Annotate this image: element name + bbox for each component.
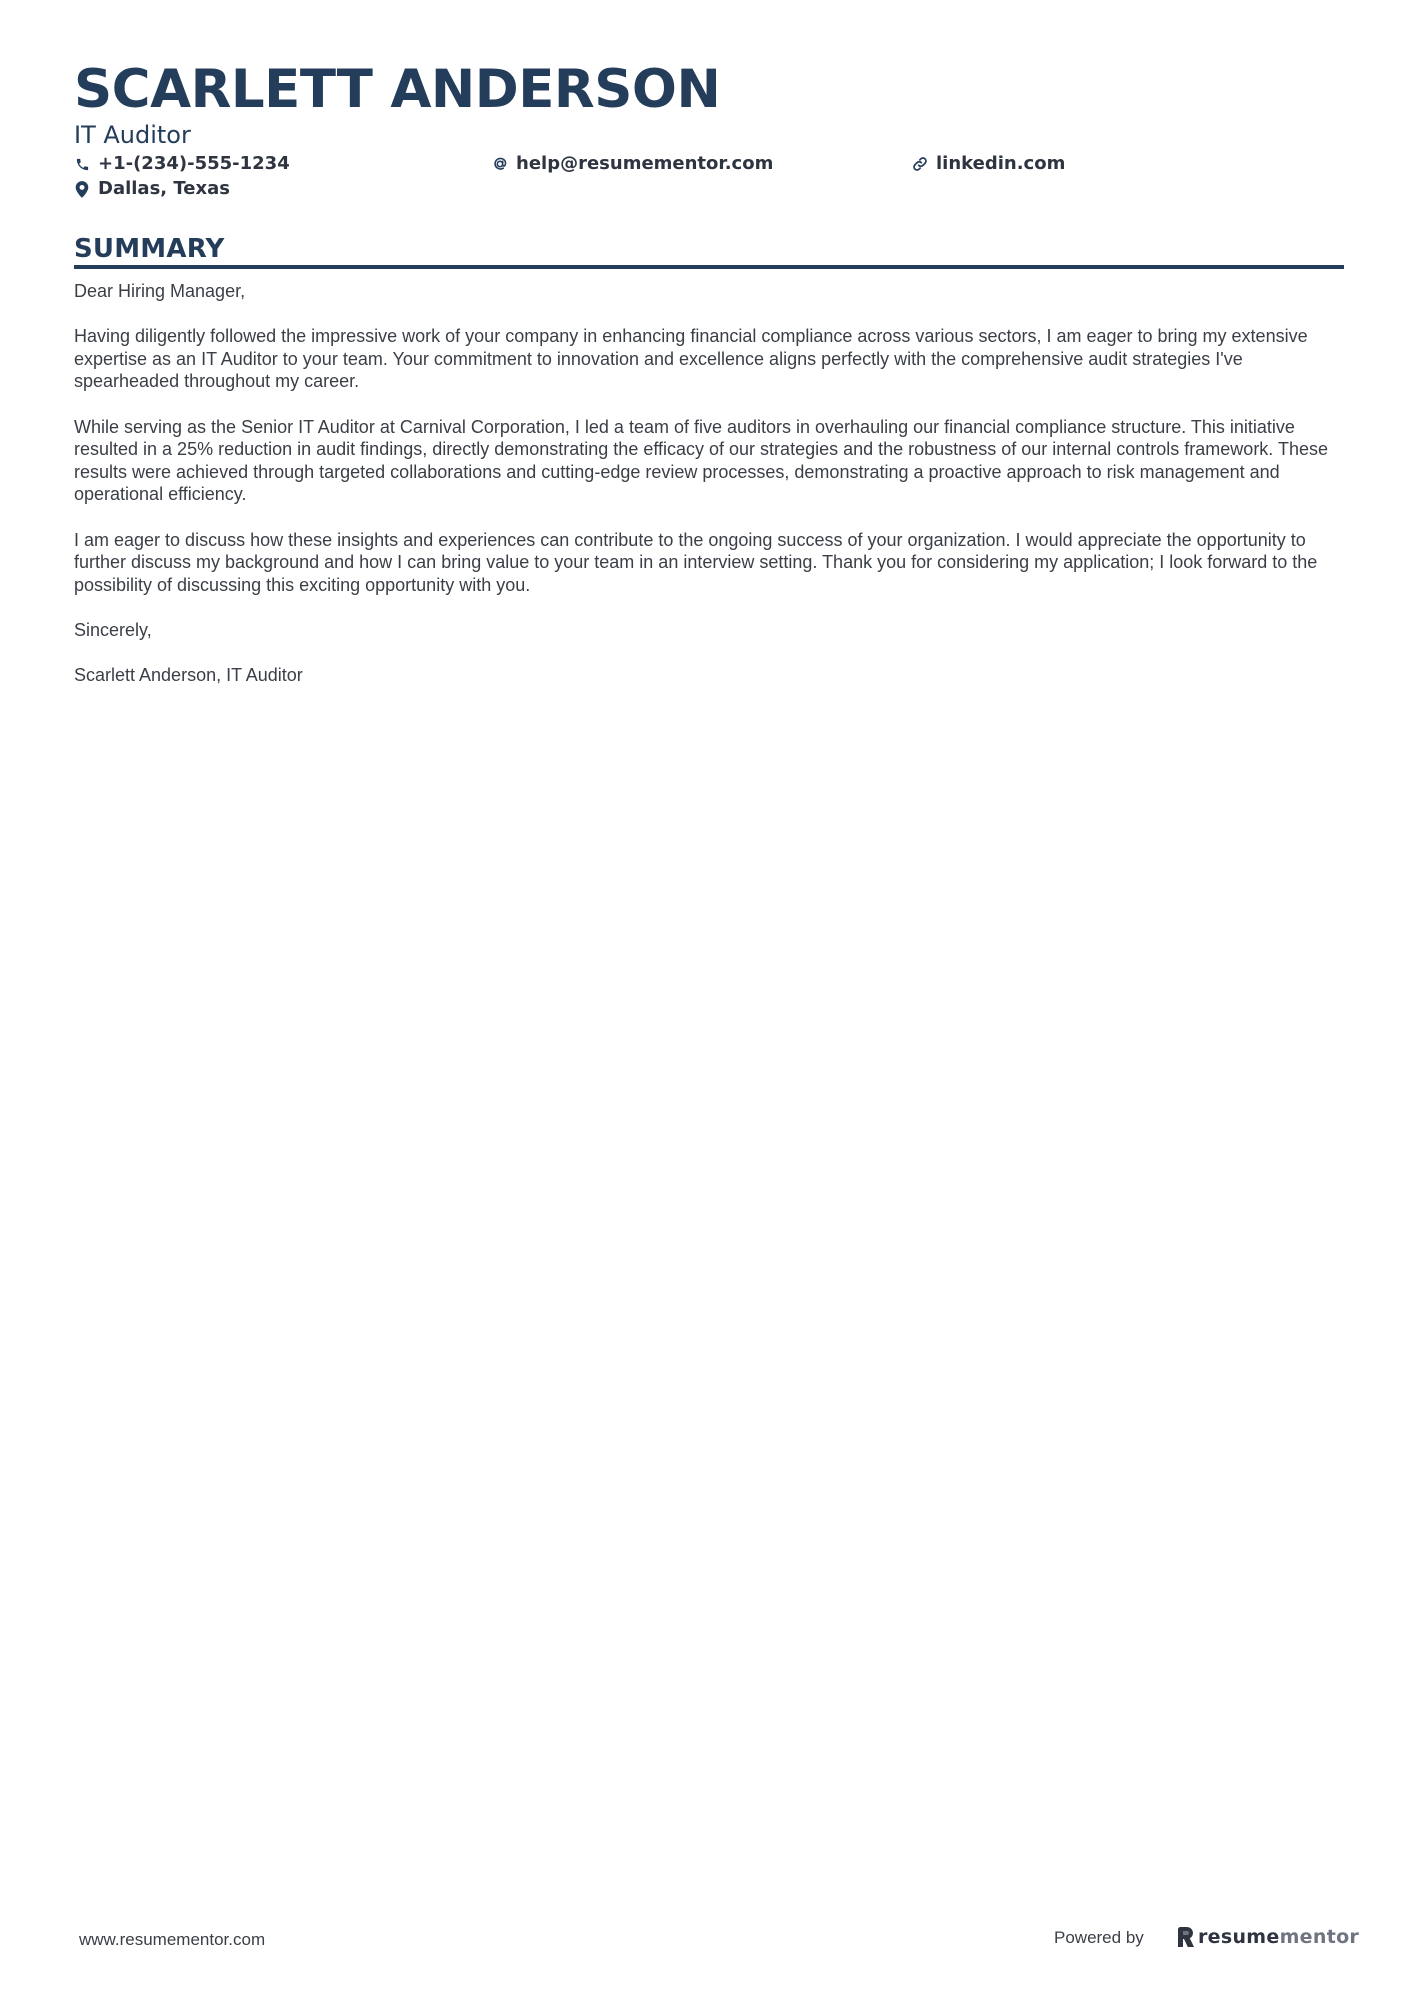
phone-icon bbox=[74, 156, 90, 172]
contact-linkedin bbox=[912, 152, 1065, 176]
footer-website[interactable]: www.resumementor.com bbox=[79, 1930, 266, 1949]
candidate-title: IT Auditor bbox=[74, 121, 191, 149]
closing: Sincerely, bbox=[74, 619, 152, 640]
location-text: Dallas, Texas bbox=[98, 178, 230, 199]
section-divider bbox=[74, 265, 1344, 269]
brand-wordmark-resume: resume bbox=[1198, 1926, 1280, 1948]
link-icon bbox=[912, 156, 928, 172]
map-pin-icon bbox=[74, 181, 90, 197]
resumementor-logo-icon bbox=[1178, 1927, 1194, 1947]
signature: Scarlett Anderson, IT Auditor bbox=[74, 665, 303, 686]
letter-paragraph: I am eager to discuss how these insights and experiences can contribute to the ongoing success of your organization. I would appreciate the opportunity to further discuss my background and how I can bring value to your team in an interview setting. Thank you for considering my application; I look forward to the possibility of discussing this exciting opportunity with you. bbox=[74, 529, 1318, 595]
salutation: Dear Hiring Manager, bbox=[74, 281, 246, 301]
candidate-name: SCARLETT ANDERSON bbox=[74, 59, 721, 120]
email-text[interactable]: help@resumementor.com bbox=[516, 153, 774, 174]
contact-location bbox=[74, 177, 230, 201]
brand-wordmark-mentor: mentor bbox=[1279, 1926, 1360, 1948]
summary-heading: SUMMARY bbox=[74, 234, 225, 264]
linkedin-text[interactable]: linkedin.com bbox=[936, 153, 1066, 174]
letter-paragraph: While serving as the Senior IT Auditor at Carnival Corporation, I led a team of five auditors in overhauling our financial compliance structure. This initiative resulted in a 25% reduction in audit findings, directly demonstrating the efficacy of our strategies and the robustness of our internal controls framework. These results were achieved through targeted collaborations and cutting-edge review processes, demonstrating a proactive approach to risk management and operational efficiency. bbox=[74, 416, 1329, 505]
letter-paragraph: Having diligently followed the impressive work of your company in enhancing financial compliance across various sectors, I am eager to bring my extensive expertise as an IT Auditor to your team. Your commitment to innovation and excellence aligns perfectly with the comprehensive audit strategies I've spearheaded throughout my career. bbox=[74, 326, 1308, 392]
powered-by-label: Powered by bbox=[1054, 1928, 1144, 1947]
contact-email bbox=[492, 152, 773, 176]
brand-logo[interactable] bbox=[1178, 1924, 1359, 1950]
phone-text: +1-(234)-555-1234 bbox=[98, 153, 290, 174]
at-sign-icon bbox=[492, 156, 508, 172]
contact-phone bbox=[74, 152, 290, 176]
letter-body bbox=[74, 280, 1344, 709]
brand-wordmark bbox=[1198, 1925, 1359, 1949]
